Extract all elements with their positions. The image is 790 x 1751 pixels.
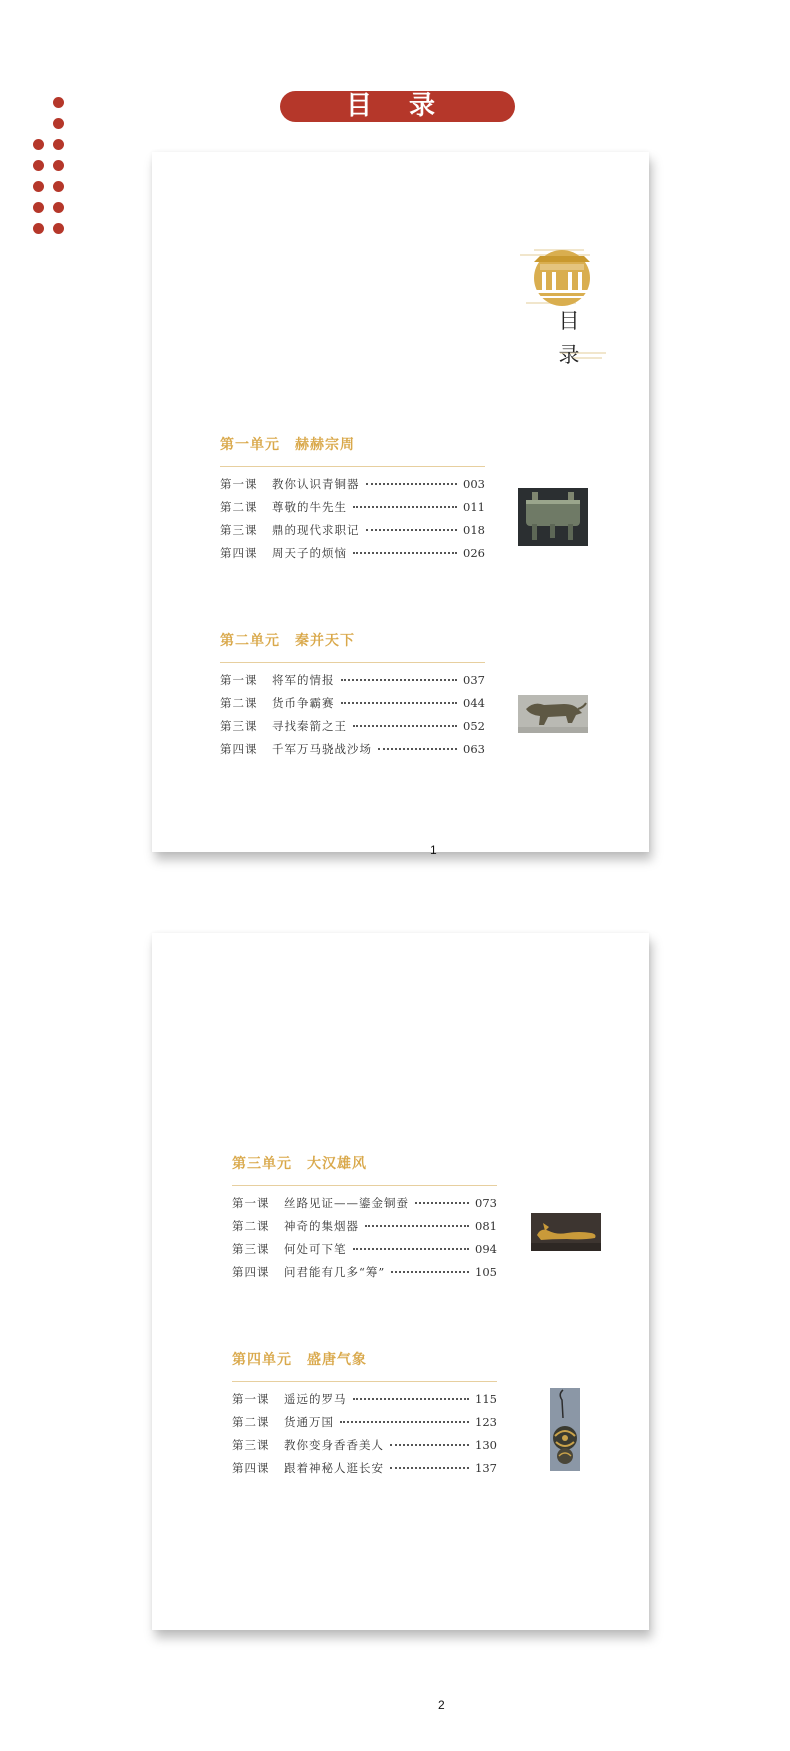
lesson-entry[interactable] (232, 1391, 497, 1414)
lesson-number: 第二课 (232, 1415, 270, 1429)
decorative-dot-grid (30, 95, 70, 245)
dot (33, 139, 44, 150)
dot-leader (353, 725, 457, 727)
lesson-page: 094 (475, 1242, 497, 1256)
dot-leader (365, 1225, 469, 1227)
unit-section (220, 630, 485, 764)
lesson-entry[interactable] (220, 672, 485, 695)
lesson-page: 081 (475, 1219, 497, 1233)
lesson-page: 105 (475, 1265, 497, 1279)
unit-section (232, 1153, 497, 1287)
dot (33, 181, 44, 192)
dot-leader (353, 1248, 470, 1250)
lesson-entry[interactable] (220, 522, 485, 545)
lesson-entry[interactable] (232, 1264, 497, 1287)
page-number: 1 (430, 843, 437, 857)
lesson-number: 第四课 (232, 1461, 270, 1475)
lesson-number: 第三课 (220, 719, 258, 733)
lesson-entry[interactable] (220, 695, 485, 718)
dot (53, 160, 64, 171)
dot-leader (340, 1421, 469, 1423)
lesson-page: 123 (475, 1415, 497, 1429)
lesson-page: 130 (475, 1438, 497, 1452)
dot-leader (390, 1467, 469, 1469)
lesson-name: 丝路见证——鎏金铜蚕 (284, 1196, 409, 1210)
dot-leader (353, 552, 457, 554)
lesson-page: 037 (463, 673, 485, 687)
lesson-entry[interactable] (220, 499, 485, 522)
lesson-entry[interactable] (220, 718, 485, 741)
dot (33, 223, 44, 234)
lesson-page: 026 (463, 546, 485, 560)
lesson-name: 教你认识青铜器 (272, 477, 360, 491)
dot-leader (366, 529, 458, 531)
lesson-number: 第二课 (232, 1219, 270, 1233)
dot (53, 202, 64, 213)
vertical-title (554, 304, 584, 372)
lesson-number: 第一课 (232, 1196, 270, 1210)
dot (53, 223, 64, 234)
lesson-page: 063 (463, 742, 485, 756)
unit-section (220, 434, 485, 568)
lesson-number: 第二课 (220, 500, 258, 514)
lesson-entry[interactable] (220, 476, 485, 499)
lesson-page: 044 (463, 696, 485, 710)
lesson-number: 第二课 (220, 696, 258, 710)
lesson-number: 第一课 (220, 673, 258, 687)
lesson-number: 第一课 (232, 1392, 270, 1406)
lesson-name: 教你变身香香美人 (284, 1438, 384, 1452)
dot (53, 181, 64, 192)
dot (33, 202, 44, 213)
lesson-name: 货通万国 (284, 1415, 334, 1429)
lesson-number: 第四课 (232, 1265, 270, 1279)
lesson-page: 073 (475, 1196, 497, 1210)
lesson-name: 寻找秦箭之王 (272, 719, 347, 733)
incense-ball-image (550, 1388, 580, 1471)
dot-leader (391, 1271, 469, 1273)
lesson-page: 115 (475, 1392, 497, 1406)
vertical-title-char: 目 (558, 309, 580, 333)
dot-leader (341, 679, 458, 681)
lesson-name: 货币争霸赛 (272, 696, 335, 710)
lesson-number: 第三课 (232, 1438, 270, 1452)
unit-title: 第一单元 赫赫宗周 (220, 434, 485, 467)
lesson-name: 何处可下笔 (284, 1242, 347, 1256)
gilded-bronze-silkworm-image (531, 1213, 601, 1251)
bronze-tiger-image (518, 695, 588, 733)
dot (53, 139, 64, 150)
lesson-page: 137 (475, 1461, 497, 1475)
dot-leader (366, 483, 458, 485)
lesson-page: 018 (463, 523, 485, 537)
dot-leader (353, 506, 457, 508)
dot (33, 160, 44, 171)
lesson-page: 052 (463, 719, 485, 733)
lesson-number: 第四课 (220, 742, 258, 756)
page-number: 2 (438, 1698, 445, 1712)
lesson-name: 千军万马骁战沙场 (272, 742, 372, 756)
lesson-page: 011 (463, 500, 485, 514)
lesson-name: 神奇的集烟器 (284, 1219, 359, 1233)
lesson-entry[interactable] (232, 1241, 497, 1264)
lesson-entry[interactable] (232, 1460, 497, 1483)
dot-leader (415, 1202, 469, 1204)
lesson-name: 尊敬的牛先生 (272, 500, 347, 514)
lesson-name: 将军的情报 (272, 673, 335, 687)
lesson-entry[interactable] (232, 1218, 497, 1241)
lesson-entry[interactable] (220, 545, 485, 568)
lesson-number: 第一课 (220, 477, 258, 491)
dot (53, 118, 64, 129)
unit-section (232, 1349, 497, 1483)
toc-page-1 (152, 152, 649, 857)
lesson-entry[interactable] (232, 1414, 497, 1437)
dot-leader (353, 1398, 470, 1400)
bronze-vessel-image (518, 488, 588, 546)
lesson-entry[interactable] (220, 741, 485, 764)
unit-title: 第三单元 大汉雄风 (232, 1153, 497, 1186)
lesson-name: 跟着神秘人逛长安 (284, 1461, 384, 1475)
dot-leader (378, 748, 457, 750)
dot (53, 97, 64, 108)
lesson-name: 问君能有几多“筹” (284, 1265, 386, 1279)
dot-leader (390, 1444, 469, 1446)
unit-title: 第二单元 秦并天下 (220, 630, 485, 663)
lesson-number: 第三课 (220, 523, 258, 537)
lesson-number: 第三课 (232, 1242, 270, 1256)
lesson-entry[interactable] (232, 1437, 497, 1460)
unit-title: 第四单元 盛唐气象 (232, 1349, 497, 1382)
lesson-entry[interactable] (232, 1195, 497, 1218)
vertical-title-char: 录 (558, 343, 580, 367)
lesson-name: 遥远的罗马 (284, 1392, 347, 1406)
toc-page-2 (152, 933, 649, 1630)
lesson-page: 003 (463, 477, 485, 491)
dot-leader (341, 702, 458, 704)
lesson-name: 鼎的现代求职记 (272, 523, 360, 537)
page-title: 目 录 (280, 91, 515, 122)
lesson-name: 周天子的烦恼 (272, 546, 347, 560)
lesson-number: 第四课 (220, 546, 258, 560)
